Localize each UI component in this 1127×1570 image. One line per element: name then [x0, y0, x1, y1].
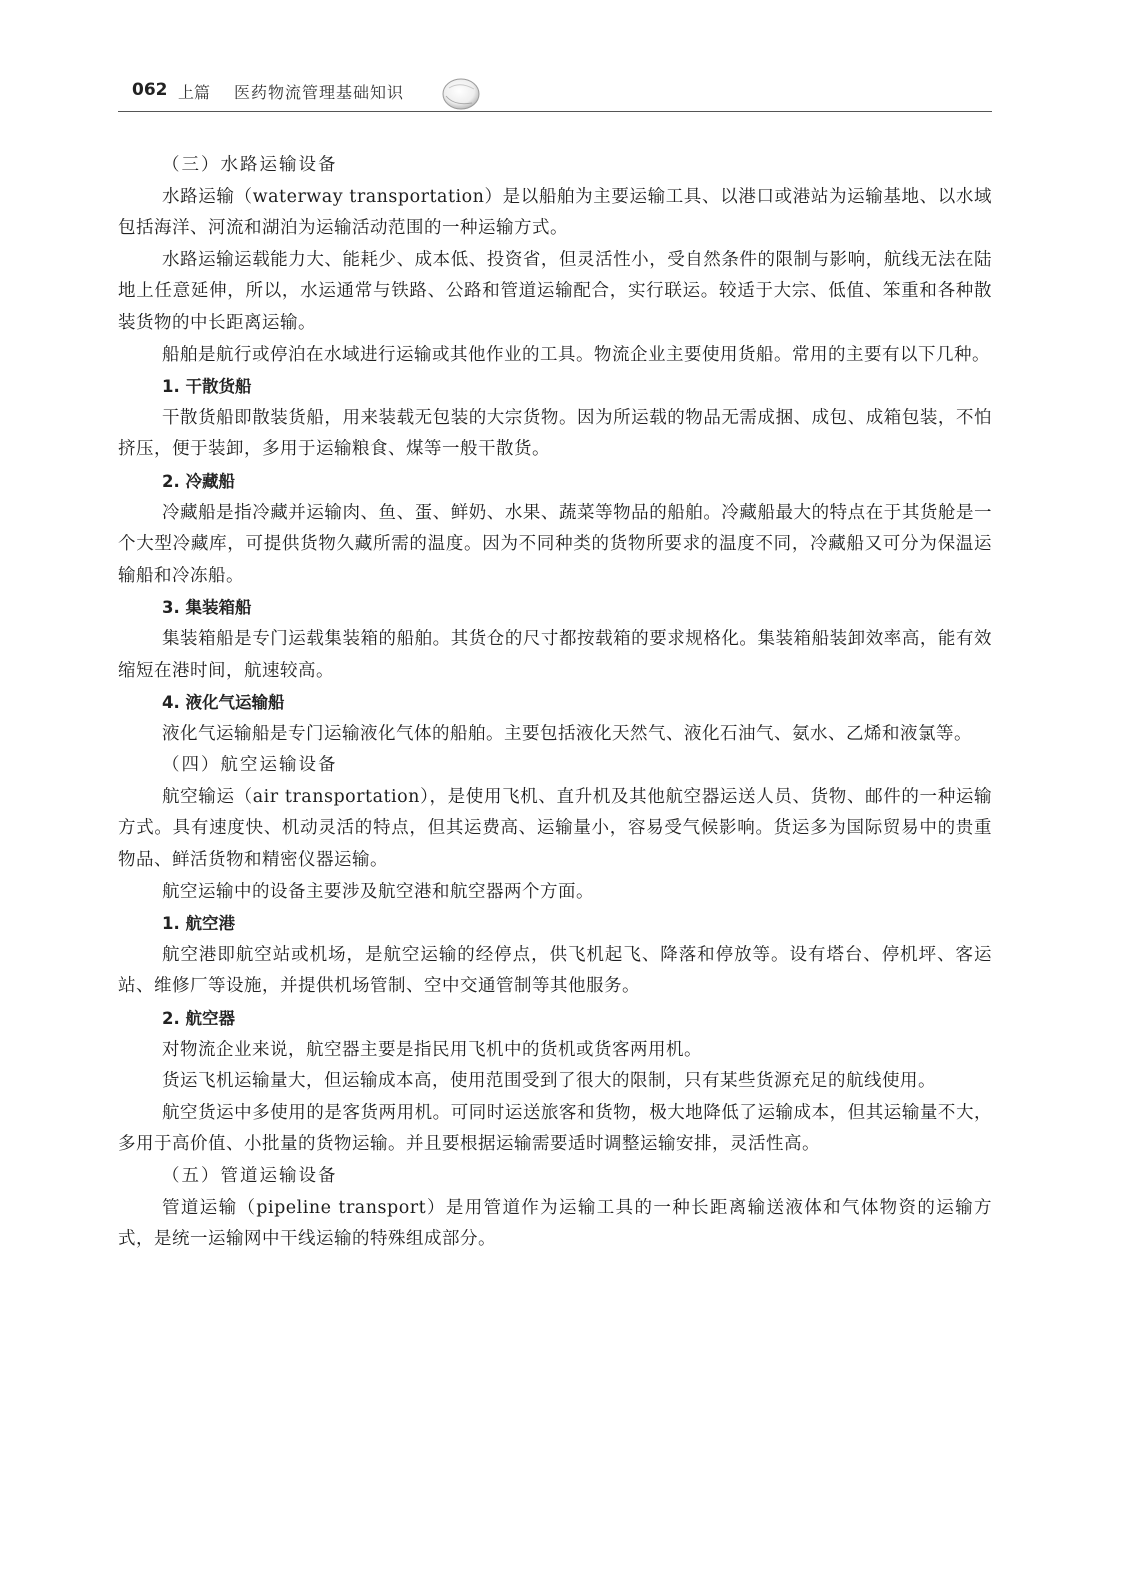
header-rule — [118, 111, 992, 112]
item-heading-aircraft: 2. 航空器 — [162, 1009, 235, 1029]
paragraph: 航空输运（air transportation），是使用飞机、直升机及其他航空器运送人员、货物、邮件的一种运输方式。具有速度快、机动灵活的特点，但其运费高、运输量小，容易受气候影响。货运多为国际贸易中的贵重物品、鲜活货物和精密仪器运输。 — [118, 786, 992, 871]
section-heading-air: （四）航空运输设备 — [162, 755, 338, 776]
paragraph: 航空运输中的设备主要涉及航空港和航空器两个方面。 — [162, 881, 594, 902]
book-title: 医药物流管理基础知识 — [234, 83, 405, 102]
paragraph: 货运飞机运输量大，但运输成本高，使用范围受到了很大的限制，只有某些货源充足的航线使用。 — [162, 1071, 936, 1092]
page-number: 062 — [132, 80, 168, 100]
running-header — [118, 72, 992, 112]
paragraph: 对物流企业来说，航空器主要是指民用飞机中的货机或货客两用机。 — [162, 1039, 702, 1060]
paragraph: 航空货运中多使用的是客货两用机。可同时运送旅客和货物，极大地降低了运输成本，但其运输量不大，多用于高价值、小批量的货物运输。并且要根据运输需要适时调整运输安排，灵活性高。 — [118, 1102, 992, 1155]
item-heading-dry-bulk: 1. 干散货船 — [162, 377, 252, 397]
paragraph: 液化气运输船是专门运输液化气体的船舶。主要包括液化天然气、液化石油气、氨水、乙烯和液氯等。 — [162, 723, 972, 744]
item-heading-container: 3. 集装箱船 — [162, 598, 252, 618]
paragraph: 航空港即航空站或机场，是航空运输的经停点，供飞机起飞、降落和停放等。设有塔台、停机坪、客运站、维修厂等设施，并提供机场管制、空中交通管制等其他服务。 — [118, 944, 992, 997]
paragraph: 冷藏船是指冷藏并运输肉、鱼、蛋、鲜奶、水果、蔬菜等物品的船舶。冷藏船最大的特点在于其货舱是一个大型冷藏库，可提供货物久藏所需的温度。因为不同种类的货物所要求的温度不同，冷藏船又可分为保温运输船和冷冻船。 — [118, 502, 992, 586]
section-heading-waterway: （三）水路运输设备 — [162, 155, 338, 175]
section-heading-pipeline: （五）管道运输设备 — [162, 1166, 338, 1186]
part-label: 上篇 — [178, 83, 211, 102]
paragraph: 水路运输（waterway transportation）是以船舶为主要运输工具、以港口或港站为运输基地、以水域包括海洋、河流和湖泊为运输活动范围的一种运输方式。 — [118, 186, 992, 239]
item-heading-airport: 1. 航空港 — [162, 914, 235, 934]
paragraph: 船舶是航行或停泊在水域进行运输或其他作业的工具。物流企业主要使用货船。常用的主要有以下几种。 — [162, 344, 990, 365]
paragraph: 水路运输运载能力大、能耗少、成本低、投资省，但灵活性小，受自然条件的限制与影响，航线无法在陆地上任意延伸，所以，水运通常与铁路、公路和管道运输配合，实行联运。较适于大宗、低值、笨重和各种散装货物的中长距离运输。 — [118, 249, 992, 333]
paragraph: 管道运输（pipeline transport）是用管道作为运输工具的一种长距离输送液体和气体物资的运输方式，是统一运输网中干线运输的特殊组成部分。 — [118, 1197, 992, 1250]
decorative-orb-icon — [440, 76, 482, 110]
paragraph: 干散货船即散装货船，用来装载无包装的大宗货物。因为所运载的物品无需成捆、成包、成箱包装，不怕挤压，便于装卸，多用于运输粮食、煤等一般干散货。 — [118, 407, 992, 460]
page-body — [118, 150, 992, 1256]
item-heading-reefer: 2. 冷藏船 — [162, 471, 235, 491]
paragraph: 集装箱船是专门运载集装箱的船舶。其货仓的尺寸都按载箱的要求规格化。集装箱船装卸效率高，能有效缩短在港时间，航速较高。 — [118, 628, 992, 681]
item-heading-lng: 4. 液化气运输船 — [162, 693, 285, 713]
